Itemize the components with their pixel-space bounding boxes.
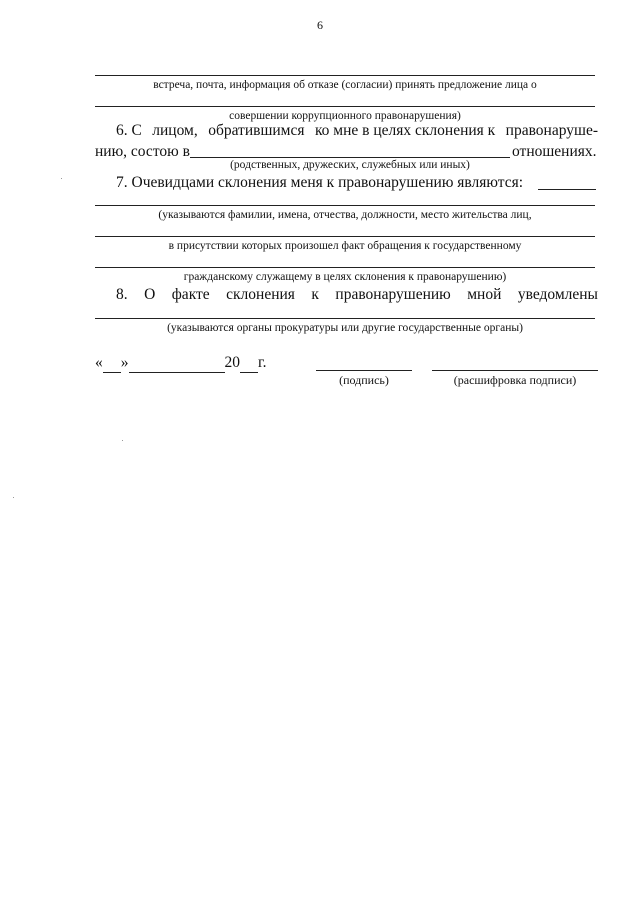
year-suffix: г. xyxy=(258,354,267,371)
scan-speck xyxy=(61,178,62,179)
item8-word-2: О xyxy=(144,286,156,303)
item6-line2-start: нию, состою в xyxy=(95,143,190,160)
item8-word-6: правонарушению xyxy=(335,286,451,303)
caption-civil-servant: гражданскому служащему в целях склонения к правонарушению) xyxy=(183,271,507,283)
scan-speck xyxy=(122,440,123,441)
item8-word-7: мной xyxy=(467,286,502,303)
caption-corruption-offense: совершении коррупционного правонарушения) xyxy=(229,110,461,122)
relationship-blank[interactable] xyxy=(190,157,510,158)
item8-line xyxy=(116,286,598,304)
item6-word-4: ко мне в целях склонения к xyxy=(314,122,496,139)
item6-line1 xyxy=(116,122,598,140)
caption-authorities: (указываются органы прокуратуры или другие государственные органы) xyxy=(167,322,523,334)
year-prefix: 20 xyxy=(224,354,240,371)
witnesses-blank-inline[interactable] xyxy=(538,189,596,190)
item8-word-5: к xyxy=(311,286,319,303)
scan-speck xyxy=(13,497,14,498)
caption-meeting-info: встреча, почта, информация об отказе (согласии) принять предложение лица о xyxy=(153,79,537,91)
item8-word-8: уведомлены xyxy=(517,286,598,303)
fill-line-1 xyxy=(95,75,595,76)
caption-witness-presence: в присутствии которых произошел факт обращения к государственному xyxy=(168,240,522,252)
quote-open: « xyxy=(95,354,103,371)
day-blank[interactable] xyxy=(103,354,121,373)
item8-word-4: склонения xyxy=(226,286,295,303)
quote-close: » xyxy=(120,354,129,371)
date-row xyxy=(95,354,266,373)
page-number: 6 xyxy=(317,18,323,32)
month-blank[interactable] xyxy=(129,354,225,373)
item8-word-3: факте xyxy=(171,286,210,303)
item7-text: 7. Очевидцами склонения меня к правонарушению являются: xyxy=(116,174,524,191)
decode-label: (расшифровка подписи) xyxy=(453,373,577,387)
fill-line-3 xyxy=(95,205,595,206)
item6-line2-end: отношениях. xyxy=(512,143,597,160)
fill-line-5 xyxy=(95,267,595,268)
fill-line-6 xyxy=(95,318,595,319)
year-blank[interactable] xyxy=(240,354,258,373)
fill-line-4 xyxy=(95,236,595,237)
decode-blank[interactable] xyxy=(432,370,598,371)
item6-word-3: обратившимся xyxy=(208,122,305,139)
fill-line-2 xyxy=(95,106,595,107)
item6-word-5: правонаруше- xyxy=(505,122,598,139)
signature-label: (подпись) xyxy=(339,373,389,387)
item6-word-1: 6. С xyxy=(116,122,142,139)
item8-word-1: 8. xyxy=(116,286,128,303)
item6-word-2: лицом, xyxy=(152,122,198,139)
caption-relationship-types: (родственных, дружеских, служебных или иных) xyxy=(230,159,470,171)
caption-witness-details: (указываются фамилии, имена, отчества, должности, место жительства лиц, xyxy=(158,209,532,221)
signature-blank[interactable] xyxy=(316,370,412,371)
